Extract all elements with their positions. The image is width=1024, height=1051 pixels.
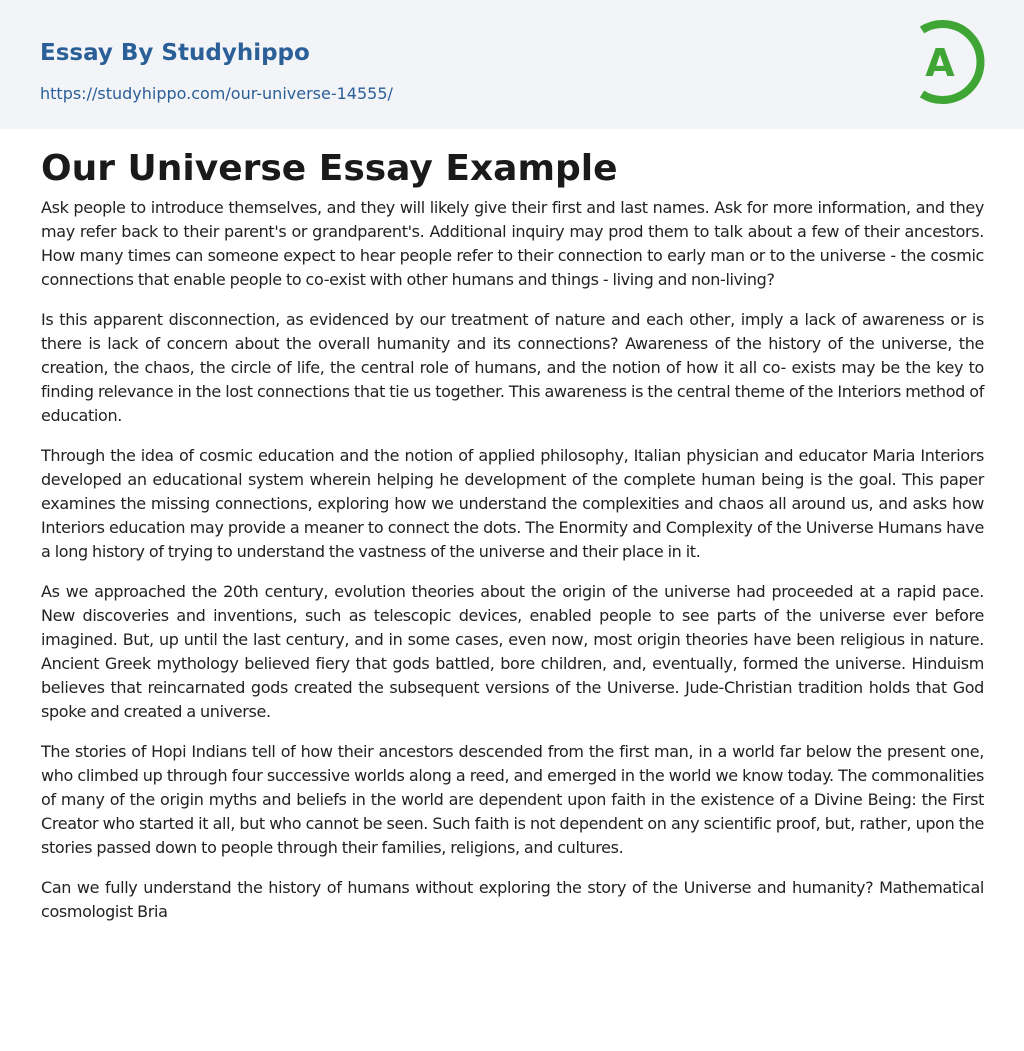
- essay-paragraph: The stories of Hopi Indians tell of how their ancestors descended from the first man, in a world far below the present one, who climbed up through four successive worlds along a reed, and emerged in the world we know today. The commonalities of many of the origin myths and beliefs in the world are dependent upon faith in the existence of a Divine Being: the First Creator who started it all, but who cannot be seen. Such faith is not dependent on any scientific proof, but, rather, upon the stories passed down to people through their families, religions, and cultures.: [41, 742, 984, 857]
- essay-title: Our Universe Essay Example: [41, 148, 618, 189]
- essay-paragraph: Through the idea of cosmic education and the notion of applied philosophy, Italian physician and educator Maria Interiors developed an educational system wherein helping he development of the complete human being is the goal. This paper examines the missing connections, exploring how we understand the complexities and chaos all around us, and asks how Interiors education may provide a meaner to connect the dots. The Enormity and Complexity of the Universe Humans have a long history of trying to understand the vastness of the universe and their place in it.: [41, 446, 984, 561]
- essay-paragraph: As we approached the 20th century, evolution theories about the origin of the universe had proceeded at a rapid pace. New discoveries and inventions, such as telescopic devices, enabled people to see parts of the universe ever before imagined. But, up until the last century, and in some cases, even now, most origin theories have been religious in nature. Ancient Greek mythology believed fiery that gods battled, bore children, and, eventually, formed the universe. Hinduism believes that reincarnated gods created the subsequent versions of the Universe. Jude-Christian tradition holds that God spoke and created a universe.: [41, 582, 984, 721]
- essay-content: [0, 129, 1024, 924]
- logo-letter: A: [925, 41, 955, 85]
- essay-paragraph: Ask people to introduce themselves, and they will likely give their first and last names. Ask for more information, and they may refer back to their parent's or grandparent's. Additional inquiry may prod them to talk about a few of their ancestors. How many times can someone expect to hear people refer to their connection to early man or to the universe - the cosmic connections that enable people to co-exist with other humans and things - living and non-living?: [41, 198, 984, 289]
- essay-url-link[interactable]: https://studyhippo.com/our-universe-14555/: [40, 84, 393, 103]
- site-brand[interactable]: Essay By Studyhippo: [40, 40, 310, 66]
- essay-paragraph: Can we fully understand the history of humans without exploring the story of the Universe and humanity? Mathematical cosmologist Bria: [41, 878, 984, 921]
- page-header: [0, 0, 1024, 129]
- essay-paragraph: Is this apparent disconnection, as evidenced by our treatment of nature and each other, imply a lack of awareness or is there is lack of concern about the overall humanity and its connections? Awareness of the history of the universe, the creation, the chaos, the circle of life, the central role of humans, and the notion of how it all co- exists may be the key to finding relevance in the lost connections that tie us together. This awareness is the central theme of the Interiors method of education.: [41, 310, 984, 425]
- studyhippo-logo-icon[interactable]: [912, 18, 988, 106]
